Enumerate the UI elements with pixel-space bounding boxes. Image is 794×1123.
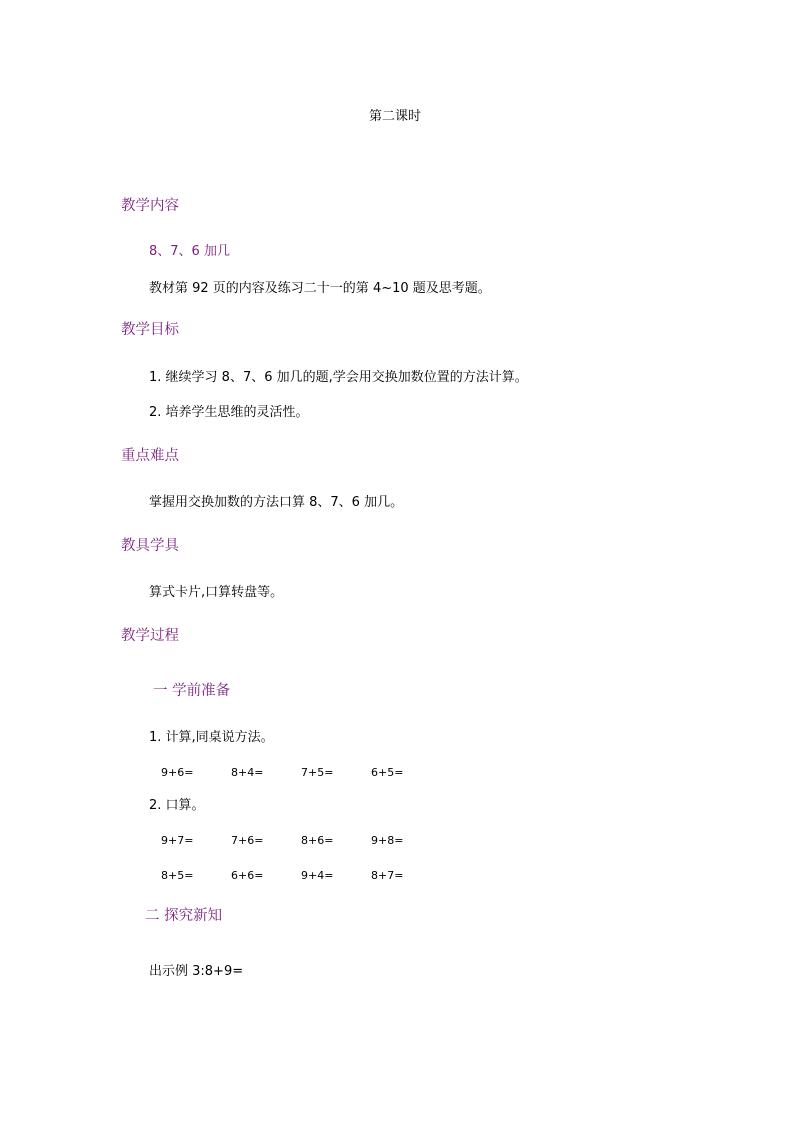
goal-item-2: 2. 培养学生思维的灵活性。 <box>149 405 309 420</box>
goal-item-1: 1. 继续学习 8、7、6 加几的题,学会用交换加数位置的方法计算。 <box>149 370 528 385</box>
topic-line: 8、7、6 加几 <box>149 244 230 259</box>
key-points-text: 掌握用交换加数的方法口算 8、7、6 加几。 <box>149 495 404 510</box>
equation: 9+6= <box>161 766 194 779</box>
equation: 8+7= <box>371 869 404 882</box>
part2-title: 二 探究新知 <box>145 908 223 924</box>
equation: 8+4= <box>231 766 264 779</box>
part1-item-1: 1. 计算,同桌说方法。 <box>149 730 274 745</box>
equation: 7+6= <box>231 834 264 847</box>
equation: 9+8= <box>371 834 404 847</box>
heading-teaching-process: 教学过程 <box>121 628 179 644</box>
equation: 7+5= <box>301 766 334 779</box>
part2-text: 出示例 3:8+9= <box>149 964 244 979</box>
heading-teaching-tools: 教具学具 <box>121 538 179 554</box>
part1-title: 一 学前准备 <box>153 683 231 699</box>
tools-text: 算式卡片,口算转盘等。 <box>149 585 284 600</box>
equation: 9+4= <box>301 869 334 882</box>
heading-teaching-content: 教学内容 <box>121 198 179 214</box>
part1-item-2: 2. 口算。 <box>149 798 205 813</box>
equation: 6+5= <box>371 766 404 779</box>
equation: 8+6= <box>301 834 334 847</box>
equation: 8+5= <box>161 869 194 882</box>
heading-key-points: 重点难点 <box>121 448 179 464</box>
heading-teaching-goals: 教学目标 <box>121 322 179 338</box>
page-title: 第二课时 <box>369 109 422 124</box>
equation: 9+7= <box>161 834 194 847</box>
content-text: 教材第 92 页的内容及练习二十一的第 4~10 题及思考题。 <box>149 281 491 296</box>
equation: 6+6= <box>231 869 264 882</box>
